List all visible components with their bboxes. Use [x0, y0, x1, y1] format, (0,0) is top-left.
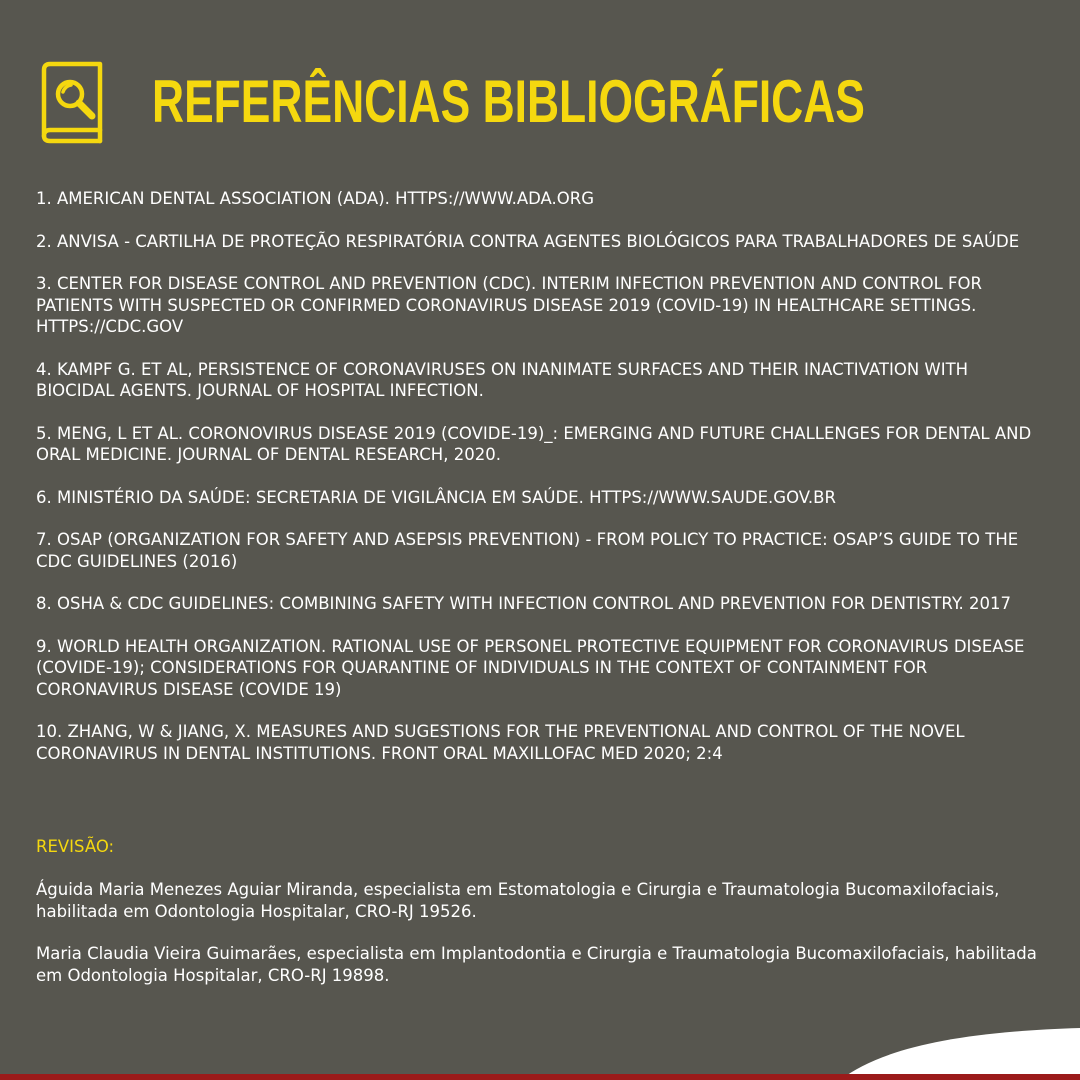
page-title: REFERÊNCIAS BIBLIOGRÁFICAS	[152, 68, 865, 135]
reference-item: 8. OSHA & CDC GUIDELINES: COMBINING SAFETY WITH INFECTION CONTROL AND PREVENTION FOR DENTISTRY. 2017	[36, 594, 1012, 613]
reference-item: 10. ZHANG, W & JIANG, X. MEASURES AND SUGESTIONS FOR THE PREVENTIONAL AND CONTROL OF THE NOVEL CORONAVIRUS IN DENTAL INSTITUTIONS. FRONT ORAL MAXILLOFAC MED 2020; 2:4	[36, 722, 965, 763]
review-heading: REVISÃO:	[36, 837, 115, 856]
book-search-icon	[38, 60, 110, 144]
header	[38, 60, 1080, 144]
reference-item: 7. OSAP (ORGANIZATION FOR SAFETY AND ASEPSIS PREVENTION) - FROM POLICY TO PRACTICE: OSAP’S GUIDE TO THE CDC GUIDELINES (2016)	[36, 530, 1019, 571]
reviewer-item: Águida Maria Menezes Aguiar Miranda, especialista em Estomatologia e Cirurgia e Traumatologia Bucomaxilofaciais, habilitada em Odontologia Hospitalar, CRO-RJ 19526.	[36, 880, 1000, 921]
decorative-wave	[840, 1020, 1080, 1080]
reference-item: 5. MENG, L ET AL. CORONOVIRUS DISEASE 2019 (COVIDE-19)_: EMERGING AND FUTURE CHALLENGES FOR DENTAL AND ORAL MEDICINE. JOURNAL OF DENTAL RESEARCH, 2020.	[36, 423, 1032, 464]
reference-item: 9. WORLD HEALTH ORGANIZATION. RATIONAL USE OF PERSONEL PROTECTIVE EQUIPMENT FOR CORONAVIRUS DISEASE (COVIDE-19); CONSIDERATIONS FOR QUARANTINE OF INDIVIDUALS IN THE CONTEXT OF CONTAINMENT FOR CORONAVIRUS DISEASE (COVIDE 19)	[36, 636, 1025, 699]
reviewer-list	[36, 879, 1046, 1007]
reference-item: 6. MINISTÉRIO DA SAÚDE: SECRETARIA DE VIGILÂNCIA EM SAÚDE. HTTPS://WWW.SAUDE.GOV.BR	[36, 487, 836, 507]
reference-item: 4. KAMPF G. ET AL, PERSISTENCE OF CORONAVIRUSES ON INANIMATE SURFACES AND THEIR INACTIVATION WITH BIOCIDAL AGENTS. JOURNAL OF HOSPITAL INFECTION.	[36, 359, 969, 400]
reference-item: 2. ANVISA - CARTILHA DE PROTEÇÃO RESPIRATÓRIA CONTRA AGENTES BIOLÓGICOS PARA TRABALHADORES DE SAÚDE	[36, 231, 1020, 251]
reference-list	[36, 188, 1046, 785]
reference-item: 1. AMERICAN DENTAL ASSOCIATION (ADA). HTTPS://WWW.ADA.ORG	[36, 189, 595, 208]
reviewer-item: Maria Claudia Vieira Guimarães, especialista em Implantodontia e Cirurgia e Traumatologia Bucomaxilofaciais, habilitada em Odontologia Hospitalar, CRO-RJ 19898.	[36, 944, 1037, 985]
bottom-bar	[0, 1074, 1080, 1080]
reference-item: 3. CENTER FOR DISEASE CONTROL AND PREVENTION (CDC). INTERIM INFECTION PREVENTION AND CONTROL FOR PATIENTS WITH SUSPECTED OR CONFIRMED CORONAVIRUS DISEASE 2019 (COVID-19) IN HEALTHCARE SETTINGS. HTTPS://CDC.GOV	[36, 274, 982, 336]
